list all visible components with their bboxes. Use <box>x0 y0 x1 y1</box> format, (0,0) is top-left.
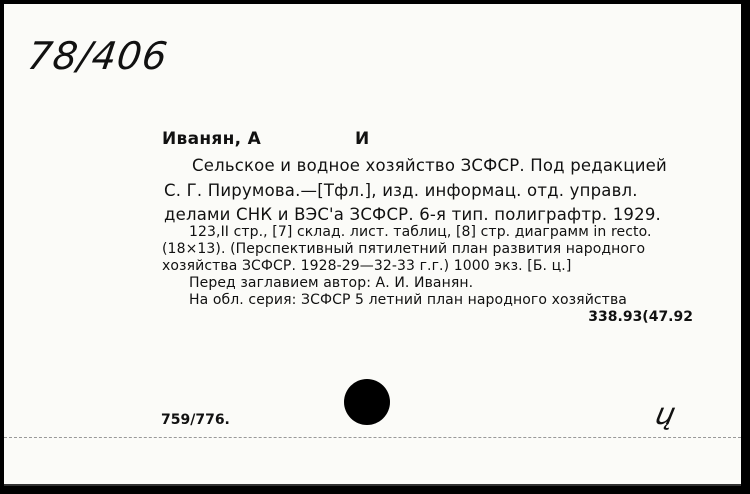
description-line-5: На обл. серия: ЗСФСР 5 летний план народного хозяйства <box>189 292 627 308</box>
inventory-number: 759/776. <box>161 412 230 428</box>
author-second-initial: И <box>355 129 370 149</box>
title-line-2: С. Г. Пирумова.—[Тфл.], изд. информац. отд. управл. <box>164 181 638 200</box>
author-heading <box>162 129 370 149</box>
description-line-4: Перед заглавием автор: А. И. Иванян. <box>189 275 474 291</box>
catalog-card <box>4 4 741 486</box>
title-line-3: делами СНК и ВЭС'а ЗСФСР. 6-я тип. полиграфтр. 1929. <box>164 205 661 224</box>
classification-number: 338.93(47.92 <box>588 309 693 325</box>
punch-hole <box>344 379 390 425</box>
handwritten-call-number: 78/406 <box>24 34 171 78</box>
description-line-2: (18×13). (Перспективный пятилетний план развития народного <box>162 241 646 257</box>
handwritten-corner-mark: ų <box>652 397 679 432</box>
card-bottom-edge <box>4 484 741 486</box>
card-fold-line <box>4 437 741 438</box>
description-line-1: 123,II стр., [7] склад. лист. таблиц, [8] стр. диаграмм in recto. <box>189 224 652 240</box>
description-line-3: хозяйства ЗСФСР. 1928-29—32-33 г.г.) 1000 экз. [Б. ц.] <box>162 258 572 274</box>
author-name: Иванян, А <box>162 129 262 149</box>
title-line-1: Сельское и водное хозяйство ЗСФСР. Под редакцией <box>192 156 667 175</box>
